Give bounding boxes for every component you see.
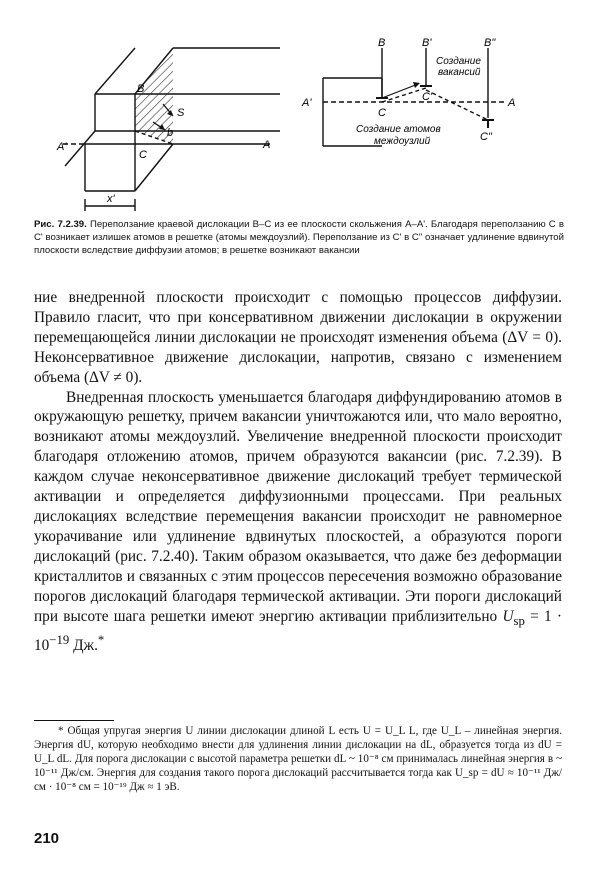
paragraph-1: ние внедренной плоскости происходит с помощью процессов диффузии. Правило гласит, что при консервативном движении дислокации в окружении перемещающейся линии дислокации не происходят изменения объема (ΔV = 0). Неконсервативное движение дислокации, напротив, связано с изменением объема (ΔV ≠ 0). bbox=[34, 289, 562, 386]
formula-unit: Дж. bbox=[69, 637, 98, 655]
page-number: 210 bbox=[34, 830, 60, 847]
formula-value: = 1 · 10 bbox=[34, 607, 562, 655]
fig-left-label-B: B bbox=[137, 83, 145, 95]
caption-text: Переползание краевой дислокации B–C из ее плоскости скольжения A–A'. Благодаря переползанию C в C' возникает излишек атомов в решетке (атомы междоузлий). Переползание из C' в C" означает удлинение вдвинутой плоскости вследствие диффузии атомов; в решетке возникают вакансии bbox=[34, 219, 564, 256]
figure-right-diagram bbox=[298, 36, 530, 186]
fig-right-label-A: A bbox=[508, 97, 516, 109]
fig-left-label-x-prime: x' bbox=[107, 193, 115, 205]
fig-right-label-A-prime: A' bbox=[302, 97, 312, 109]
fig-right-vacancy-label-2: вакансий bbox=[438, 67, 481, 78]
footnote bbox=[34, 724, 562, 794]
formula-u: U bbox=[502, 607, 514, 625]
fig-right-interstitial-label-2: междоузлий bbox=[374, 136, 431, 147]
figure-caption bbox=[34, 218, 564, 257]
fig-left-label-S: S bbox=[177, 107, 185, 119]
fig-right-label-C-double-prime: C" bbox=[480, 131, 492, 143]
fig-right-label-B-prime: B' bbox=[422, 37, 432, 49]
fig-left-label-b: b bbox=[167, 127, 174, 139]
fig-right-label-B: B bbox=[378, 37, 386, 49]
footnote-text: * Общая упругая энергия U линии дислокации длиной L есть U = U_L L, где U_L – линейная энергия. Энергия dU, которую необходимо внести для удлинения линии дислокации на dL, образуется тогда из dU = U_L dL. Для порога дислокации с высотой параметра решетки dL ~ 10⁻⁸ см принималась линейная энергия в ~ 10⁻¹¹ Дж/см. Энергия для создания такого порога дислокаций рассчитывается тогда как U_sp = dU ≈ 10⁻¹¹ Дж/см · 10⁻⁸ см = 10⁻¹⁹ Дж ≈ 1 эВ. bbox=[34, 725, 562, 793]
fig-left-label-A: A bbox=[263, 139, 271, 151]
fig-right-label-C-prime: C' bbox=[422, 91, 433, 103]
fig-left-label-A-prime: A' bbox=[57, 141, 67, 153]
paragraph-2 bbox=[34, 388, 562, 657]
formula-exponent: −19 bbox=[49, 633, 70, 648]
fig-right-label-C: C bbox=[378, 107, 386, 119]
fig-right-interstitial-label-1: Создание атомов bbox=[356, 124, 441, 135]
figure-left-diagram bbox=[55, 36, 280, 211]
main-body-text bbox=[34, 288, 562, 656]
formula-sub: sp bbox=[513, 613, 525, 628]
fig-right-label-B-double-prime: B" bbox=[484, 37, 496, 49]
footnote-marker: * bbox=[97, 633, 105, 648]
footnote-divider bbox=[34, 720, 114, 721]
fig-left-label-C: C bbox=[139, 149, 147, 161]
fig-right-vacancy-label-1: Создание bbox=[436, 56, 481, 67]
paragraph-2-text: Внедренная плоскость уменьшается благодаря диффундированию атомов в окружающую решетку, причем вакансии уничтожаются или, что мало вероятно, возникают атомы междоузлий. Увеличение внедренной плоскости происходит благодаря отложению атомов, причем образуются вакансии (рис. 7.2.39). В каждом случае неконсервативное движение дислокаций требует термической активации и определяется диффузионными процессами. При реальных дислокациях вследствие перемещения вакансии происходит не равномерное укорачивание или удлинение вдвинутых плоскостей, а образуются пороги дислокаций (рис. 7.2.40). Таким образом оказывается, что даже без деформации кристаллитов и связанных с этим процессов пересечения возможно образование порогов дислокаций благодаря термической активации. Эти пороги дислокаций при высоте шага решетки имеют энергию активации приблизительно bbox=[34, 388, 562, 625]
caption-label: Рис. 7.2.39. bbox=[34, 219, 87, 230]
